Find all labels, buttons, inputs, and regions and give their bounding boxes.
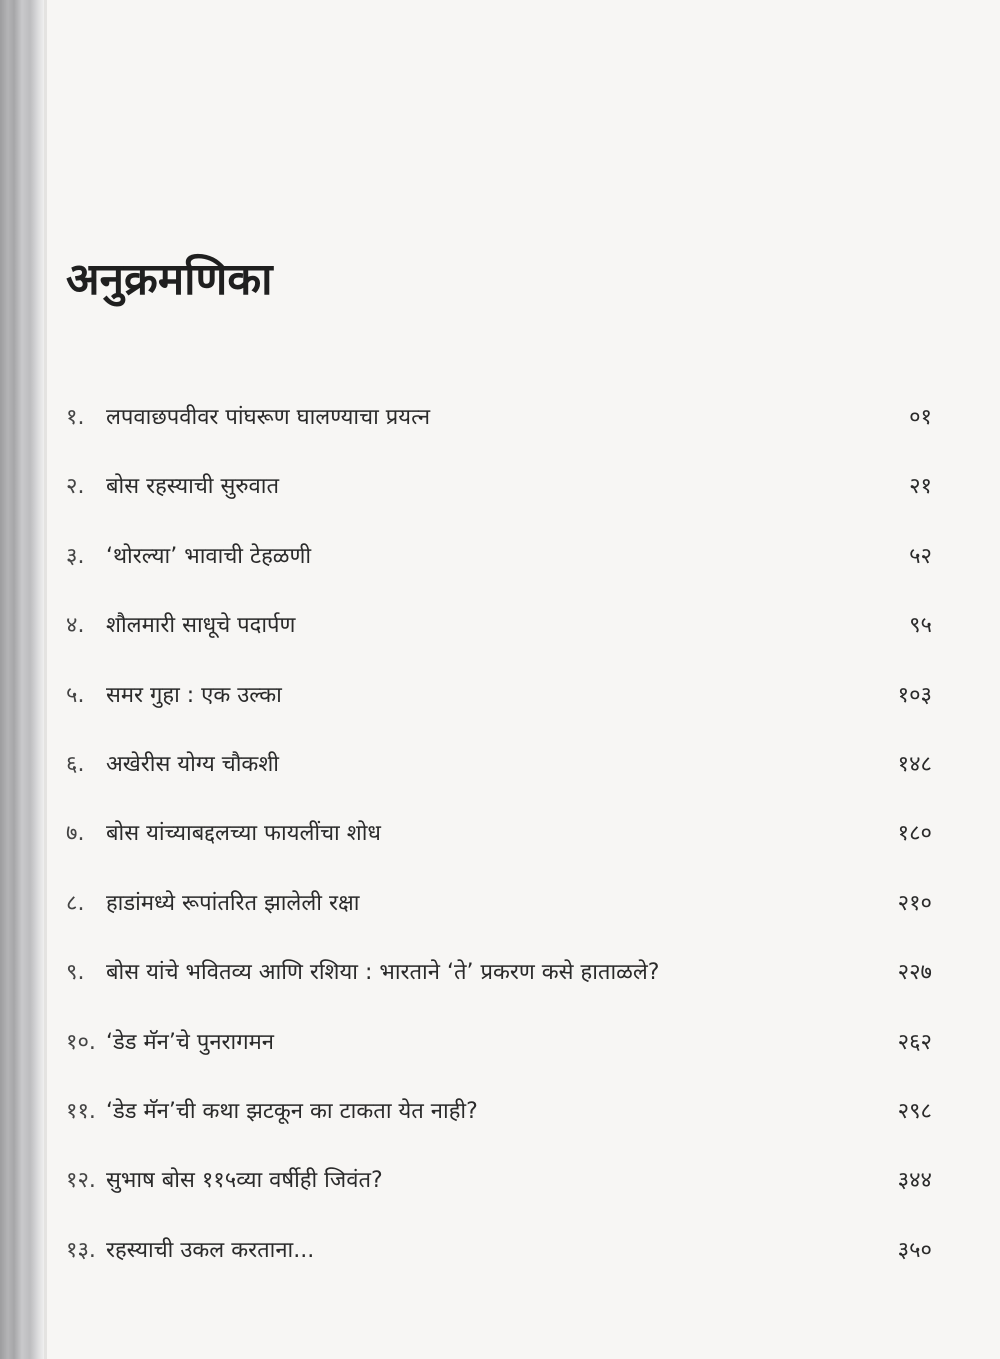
toc-entry [66,884,932,953]
toc-entry-number: २. [66,474,85,500]
toc-entry-title: सुभाष बोस ११५व्या वर्षीही जिवंत? [106,1168,383,1194]
toc-entry-title: लपवाछपवीवर पांघरूण घालण्याचा प्रयत्न [106,405,431,430]
toc-entry-title: ‘डेड मॅन’ची कथा झटकून का टाकता येत नाही? [106,1098,478,1124]
toc-entry-page: २१ [909,474,932,500]
toc-entry-page: ०१ [909,405,932,430]
toc-entry [66,398,932,467]
toc-entry-number: ५. [66,682,85,708]
toc-entry-page: २१० [897,890,932,916]
toc-entry-number: ३. [66,543,85,569]
toc-entry-number: ७. [66,821,85,847]
toc-entry-number: १२. [66,1168,96,1194]
toc-entry-number: ६. [66,751,85,777]
toc-entry [66,814,932,883]
toc-entry-page: २९८ [897,1098,932,1124]
toc-entry-page: ५२ [909,543,932,569]
toc-entry-title: हाडांमध्ये रूपांतरित झालेली रक्षा [106,890,360,916]
toc-entry [66,745,932,814]
toc-entry-page: १८० [897,821,932,847]
page-title: अनुक्रमणिका [66,254,273,306]
toc-entry-number: ११. [66,1098,96,1124]
toc-entry-number: १३. [66,1237,96,1263]
toc-entry-page: १०३ [897,682,932,708]
toc-entry-title: बोस यांचे भवितव्य आणि रशिया : भारताने ‘ते’ प्रकरण कसे हाताळले? [106,960,660,986]
toc-entry [66,606,932,675]
toc-entry-title: ‘डेड मॅन’चे पुनरागमन [106,1029,275,1055]
page-gutter [44,0,47,1359]
toc-entry-title: रहस्याची उकल करताना... [106,1237,315,1263]
toc-entry [66,1023,932,1092]
toc-entry-number: ९. [66,960,85,986]
toc-entry [66,953,932,1022]
toc-entry-number: १. [66,405,85,430]
toc-entry [66,537,932,606]
toc-entry-title: ‘थोरल्या’ भावाची टेहळणी [106,543,312,569]
toc-entry-title: बोस यांच्याबद्दलच्या फायलींचा शोध [106,821,381,847]
toc-entry-title: बोस रहस्याची सुरुवात [106,474,279,500]
toc-entry-title: अखेरीस योग्य चौकशी [106,751,279,777]
toc-entry-page: ३४४ [897,1168,932,1194]
toc-entry-page: ९५ [909,613,932,639]
toc-entry-title: समर गुहा : एक उल्का [106,682,282,708]
toc-entry-page: १४८ [897,751,932,777]
toc-entry-number: ८. [66,890,85,916]
toc-entry-number: १०. [66,1029,96,1055]
toc-entry [66,1231,932,1300]
toc-entry-page: २२७ [897,960,932,986]
table-of-contents [66,398,932,1300]
toc-entry-title: शौलमारी साधूचे पदार्पण [106,613,296,639]
toc-entry-page: ३५० [897,1237,932,1263]
book-spine-shadow [0,0,44,1359]
toc-entry-page: २६२ [897,1029,932,1055]
toc-entry-number: ४. [66,613,85,639]
toc-entry [66,1092,932,1161]
toc-entry [66,1161,932,1230]
toc-entry [66,676,932,745]
toc-entry [66,467,932,536]
